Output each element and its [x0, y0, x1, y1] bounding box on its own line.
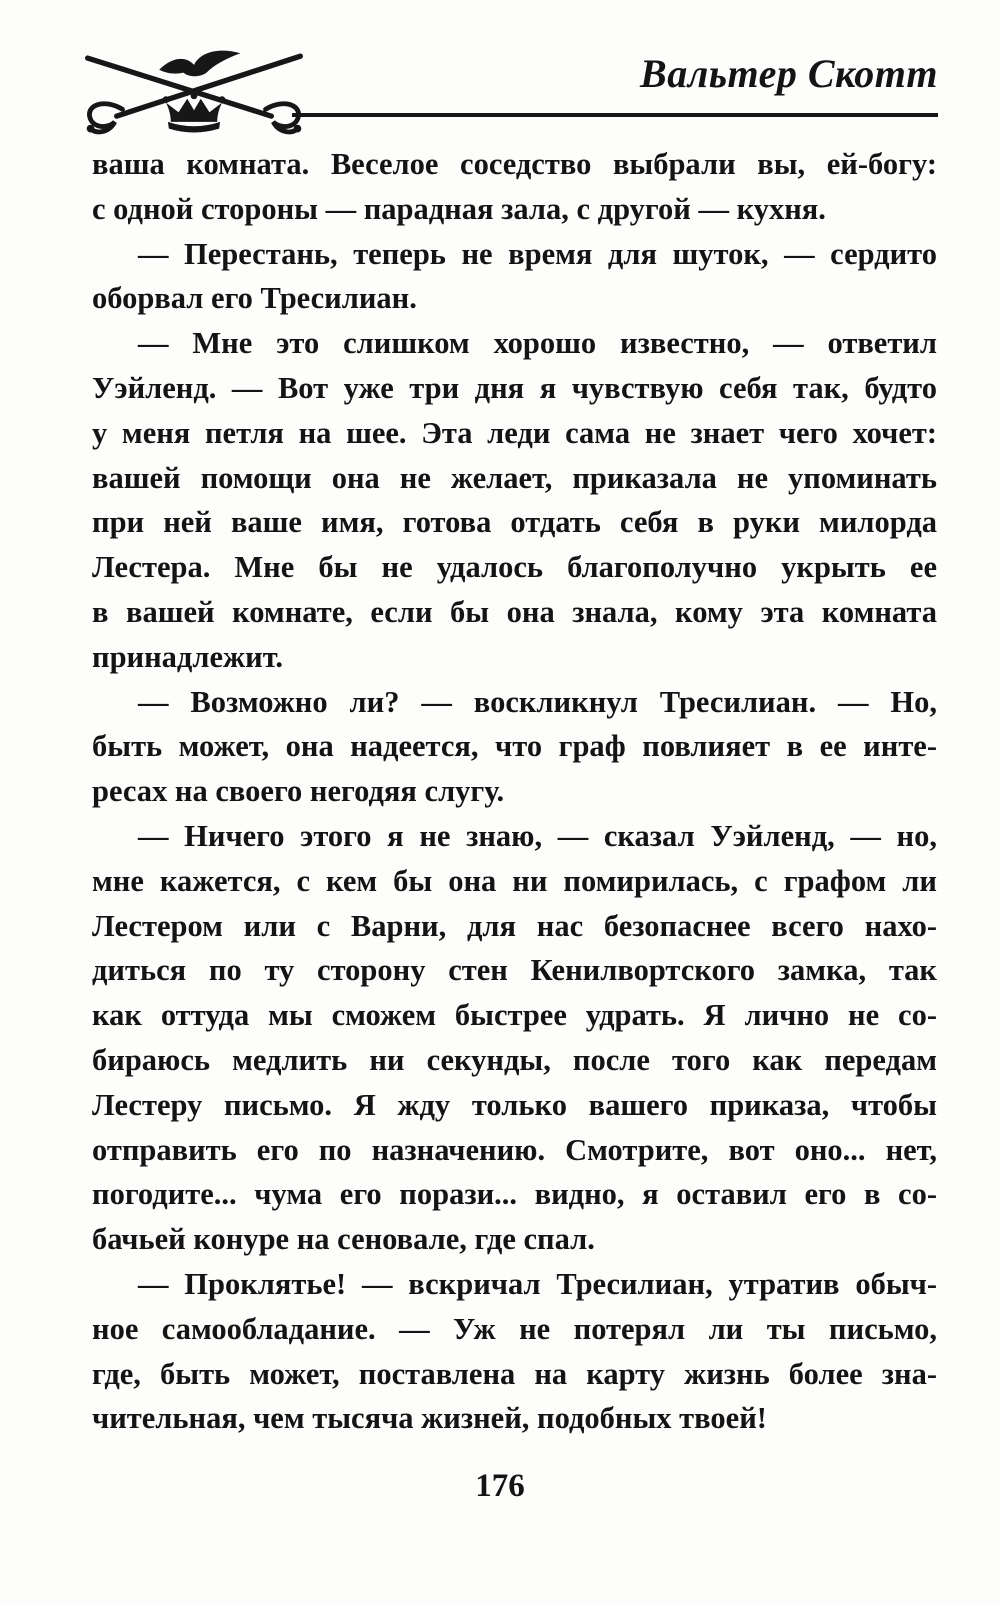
- text-line: в вашей комнате, если бы она знала, кому эта комната: [92, 594, 937, 629]
- text-line: Лестера. Мне бы не удалось благополучно укрыть ее: [92, 550, 937, 585]
- text-line: погодите... чума его порази... видно, я оставил его в со-: [92, 1177, 937, 1212]
- text-line: ваша комната. Веселое соседство выбрали вы, ей-богу:: [92, 147, 937, 181]
- text-line: у меня петля на шее. Эта леди сама не знает чего хочет:: [92, 415, 937, 450]
- text-line: Уэйленд. — Вот уже три дня я чувствую себя так, будто: [92, 370, 937, 405]
- text-line: Лестеру письмо. Я жду только вашего приказа, чтобы: [92, 1087, 937, 1122]
- text-line: — Ничего этого я не знаю, — сказал Уэйленд, — но,: [138, 818, 937, 853]
- text-line: при ней ваше имя, готова отдать себя в руки милорда: [92, 505, 937, 540]
- text-line: вашей помощи она не желает, приказала не упоминать: [92, 460, 937, 495]
- crossed-swords-crown-eagle-icon: [78, 44, 310, 136]
- text-line: отправить его по назначению. Смотрите, вот оно... нет,: [92, 1132, 937, 1167]
- text-line: бираюсь медлить ни секунды, после того как передам: [92, 1042, 937, 1077]
- text-line: бачьей конуре на сеновале, где спал.: [92, 1222, 595, 1257]
- running-head-author: Вальтер Скотт: [640, 51, 938, 96]
- text-line: — Возможно ли? — воскликнул Тресилиан. — Но,: [138, 684, 937, 719]
- text-line: мне кажется, с кем бы она ни помирилась, с графом ли: [92, 863, 937, 898]
- text-line: — Мне это слишком хорошо известно, — ответил: [138, 326, 937, 361]
- text-line: принадлежит.: [92, 639, 284, 674]
- text-line: диться по ту сторону стен Кенилвортского замка, так: [92, 953, 937, 988]
- text-line: где, быть может, поставлена на карту жизнь более зна-: [92, 1356, 937, 1391]
- text-line: ное самообладание. — Уж не потерял ли ты письмо,: [92, 1311, 937, 1346]
- text-line: оборвал его Тресилиан.: [92, 281, 417, 316]
- text-line: с одной стороны — парадная зала, с другой — кухня.: [92, 191, 826, 226]
- text-line: ресах на своего негодяя слугу.: [92, 774, 505, 809]
- text-line: как оттуда мы сможем быстрее удрать. Я лично не со-: [92, 998, 937, 1033]
- text-line: быть может, она надеется, что граф повлияет в ее инте-: [92, 729, 937, 764]
- header-rule: [292, 113, 938, 117]
- page-number: 176: [475, 1468, 525, 1504]
- text-line: Лестером или с Варни, для нас безопаснее всего нахо-: [92, 908, 937, 943]
- text-line: — Проклятье! — вскричал Тресилиан, утратив обыч-: [138, 1266, 937, 1301]
- text-line: — Перестань, теперь не время для шуток, — сердито: [138, 236, 937, 271]
- text-line: чительная, чем тысяча жизней, подобных твоей!: [92, 1401, 767, 1436]
- text-block: [92, 142, 937, 1441]
